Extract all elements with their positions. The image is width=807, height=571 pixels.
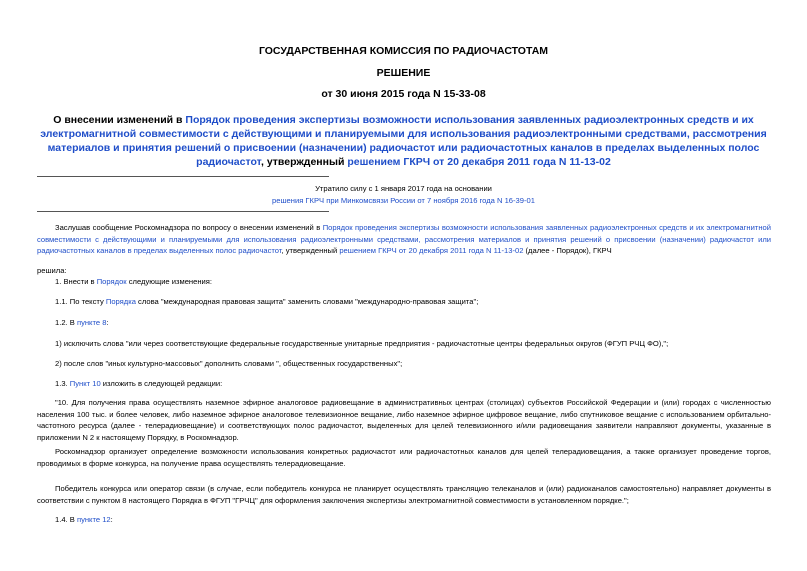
item-1-prefix: 1. Внести в (55, 277, 97, 286)
date-number-heading: от 30 июня 2015 года N 15-33-08 (321, 88, 486, 100)
item-1-1 (55, 296, 771, 308)
intro-order-link[interactable]: Порядок проведения экспертизы возможности использования заявленных радиоэлектронных средств и их электромагнитной совместимости с действующими и планируемыми для использования радиоэлектронными средствами, рассмотрения материалов и принятия решений о присвоении (назначении) радиочастот или радиочастотных каналов в пределах выделенных полос радиочастот (37, 223, 771, 255)
title-order-link[interactable]: Порядок проведения экспертизы возможности использования заявленных радиоэлектронных средств и их электромагнитной совместимости с действующими и планируемыми для использования радиоэлектронными средствами, рассмотрения материалов и принятия решений о присвоении (назначении) радиочастот или радиочастотных каналов в пределах выделенных полос радиочастот (40, 114, 767, 168)
org-heading: ГОСУДАРСТВЕННАЯ КОМИССИЯ ПО РАДИОЧАСТОТАМ (258, 45, 549, 57)
item-1-1-prefix: 1.1. По тексту (55, 297, 106, 306)
item-1-3-prefix: 1.3. (55, 379, 70, 388)
intro-mid: , утвержденный (281, 246, 340, 255)
item-1-4-prefix: 1.4. В (55, 515, 77, 524)
doc-type-heading: РЕШЕНИЕ (376, 67, 431, 79)
quote-paragraph-2: Роскомнадзор организует определение возможности использования конкретных радиочастот или радиочастотных каналов для целей телерадиовещания, а также организует проведение торгов, проводимых в форме конкурса, на получение права осуществлять телерадиовещание. (37, 447, 771, 468)
intro-suffix: (далее - Порядок), ГКРЧ (523, 246, 612, 255)
title-decision-link[interactable]: решением ГКРЧ от 20 декабря 2011 года N 11-13-02 (347, 156, 611, 168)
item-1-2-suffix: : (106, 318, 109, 327)
document-title (30, 113, 777, 169)
item-1-3 (55, 378, 771, 390)
item-1-4 (55, 514, 771, 526)
intro-paragraph (37, 222, 771, 257)
sub-item-2: 2) после слов "иных культурно-массовых" дополнить словами ", общественных государственных"; (55, 359, 403, 368)
divider-top (37, 176, 329, 177)
expiry-note (0, 183, 807, 207)
divider-bottom (37, 211, 329, 212)
title-prefix: О внесении изменений в (53, 114, 186, 126)
decided-label: решила: (37, 266, 67, 275)
item-1-3-suffix: изложить в следующей редакции: (100, 379, 223, 388)
quote-paragraph-1: "10. Для получения права осуществлять наземное эфирное аналоговое радиовещание в административных центрах (столицах) субъектов Российской Федерации и (или) городах с численностью населения 100 тыс. и более человек, либо наземное эфирное аналоговое телевизионное вещание, либо наземное эфирное цифровое вещание, либо спутниковое вещание с использованием орбитально-частотного ресурса (далее - телерадиовещание) и соответствующих полос радиочастот, выделенных для целей телевизионного и/или радиовещания заявители направляют документы, указанные в приложении N 2 к настоящему Порядку, в Роскомнадзор. (37, 398, 771, 442)
item-1-2-link[interactable]: пункте 8 (76, 318, 107, 327)
item-1 (55, 276, 771, 288)
intro-prefix: Заслушав сообщение Роскомнадзора по вопросу о внесении изменений в (55, 223, 323, 232)
item-1-4-link[interactable]: пункте 12 (76, 515, 111, 524)
item-1-3-link[interactable]: Пункт 10 (69, 379, 101, 388)
expiry-note-text: Утратило силу с 1 января 2017 года на основании (315, 184, 492, 193)
item-1-link[interactable]: Порядок (96, 277, 127, 286)
expiry-note-link[interactable]: решения ГКРЧ при Минкомсвязи России от 7 ноября 2016 года N 16-39-01 (272, 196, 535, 205)
item-1-1-link[interactable]: Порядка (105, 297, 136, 306)
title-middle: , утвержденный (260, 156, 348, 168)
item-1-1-suffix: слова "международная правовая защита" заменить словами "международно-правовая защита"; (135, 297, 479, 306)
item-1-2-prefix: 1.2. В (55, 318, 77, 327)
quote-paragraph-3: Победитель конкурса или оператор связи (в случае, если победитель конкурса не планирует осуществлять трансляцию телеканалов и (или) радиоканалов самостоятельно) направляет документы в соответствии с пунктом 8 настоящего Порядка в ФГУП "ГРЧЦ" для оформления заключения экспертизы электромагнитной совместимости в установленном порядке."; (37, 484, 771, 505)
item-1-suffix: следующие изменения: (126, 277, 213, 286)
sub-item-1: 1) исключить слова "или через соответствующие федеральные государственные унитарные предприятия - радиочастотные центры федеральных округов (ФГУП РЧЦ ФО),"; (55, 339, 669, 348)
intro-decision-link[interactable]: решением ГКРЧ от 20 декабря 2011 года N 11-13-02 (339, 246, 524, 255)
item-1-2 (55, 317, 771, 329)
item-1-4-suffix: : (110, 515, 113, 524)
